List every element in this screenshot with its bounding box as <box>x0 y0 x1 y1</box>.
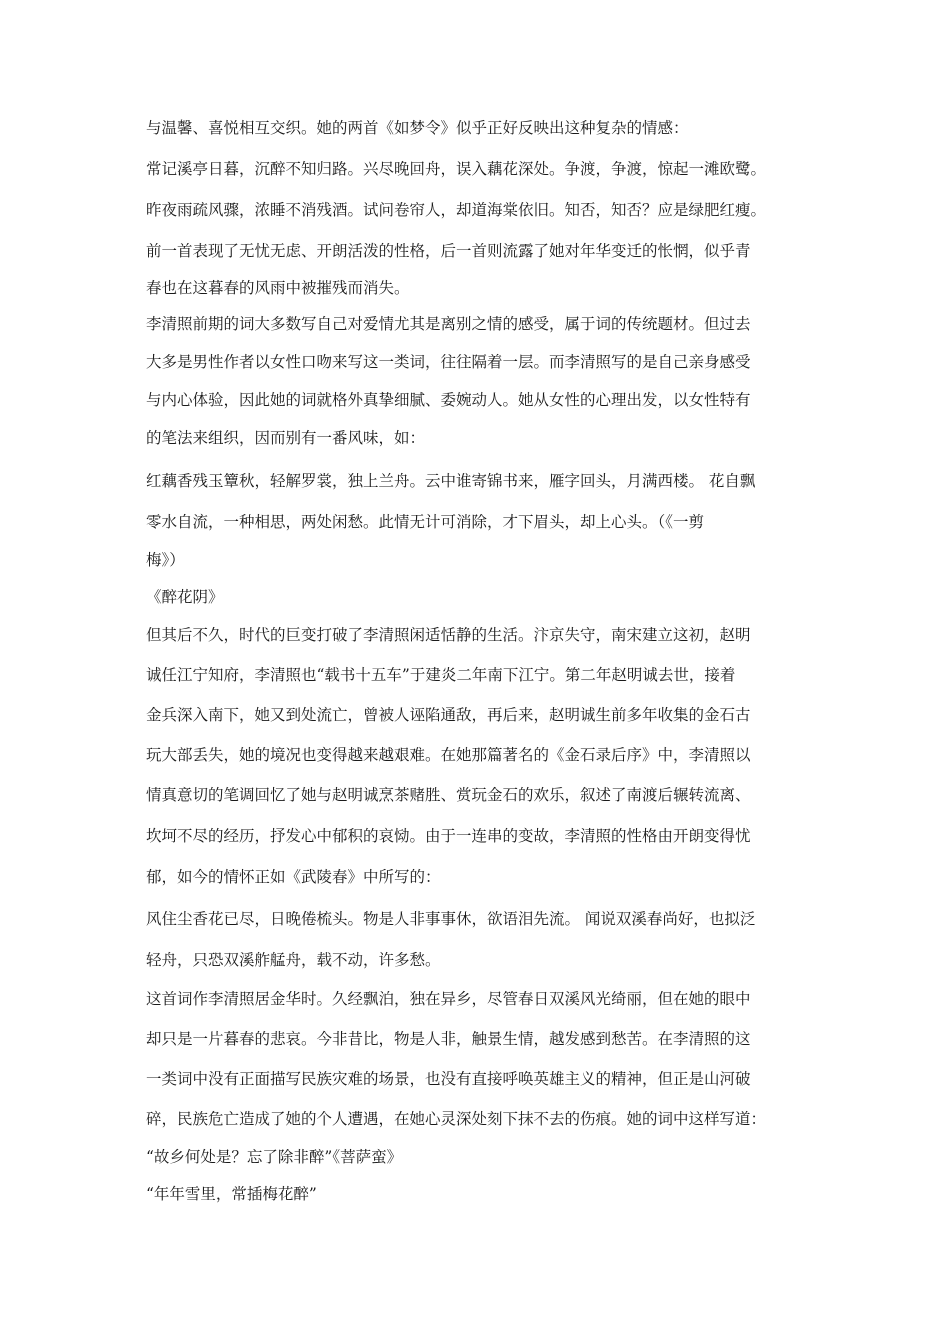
text-line: 李清照前期的词大多数写自己对爱情尤其是离别之情的感受，属于词的传统题材。但过去 <box>146 315 751 333</box>
text-line: 金兵深入南下，她又到处流亡，曾被人诬陷通敌，再后来，赵明诚生前多年收集的金石古 <box>146 706 751 724</box>
text-line: 与温馨、喜悦相互交织。她的两首《如梦令》似乎正好反映出这种复杂的情感： <box>146 119 689 137</box>
poem-line: 常记溪亭日暮，沉醉不知归路。兴尽晚回舟，误入藕花深处。争渡，争渡，惊起一滩欧鹭。 <box>146 160 767 178</box>
text-line: 郁，如今的情怀正如《武陵春》中所写的： <box>146 868 441 886</box>
poem-line: 轻舟，只恐双溪舴艋舟，载不动，许多愁。 <box>146 951 441 969</box>
poem-line: 红藕香残玉簟秋，轻解罗裳，独上兰舟。云中谁寄锦书来，雁字回头，月满西楼。 花自飘 <box>146 472 756 490</box>
text-line: 但其后不久，时代的巨变打破了李清照闲适恬静的生活。汴京失守，南宋建立这初，赵明 <box>146 626 751 644</box>
poem-line: 昨夜雨疏风骤，浓睡不消残酒。试问卷帘人，却道海棠依旧。知否，知否？应是绿肥红瘦。 <box>146 201 767 219</box>
text-line: 的笔法来组织，因而别有一番风味，如： <box>146 429 426 447</box>
text-line: 却只是一片暮春的悲哀。今非昔比，物是人非，触景生情，越发感到愁苦。在李清照的这 <box>146 1030 751 1048</box>
text-line: 玩大部丢失，她的境况也变得越来越艰难。在她那篇著名的《金石录后序》中，李清照以 <box>146 746 751 764</box>
text-line: 春也在这暮春的风雨中被摧残而消失。 <box>146 279 410 297</box>
text-line: 诚任江宁知府，李清照也“载书十五车”于建炎二年南下江宁。第二年赵明诚去世，接着 <box>146 666 736 684</box>
text-line: 碎，民族危亡造成了她的个人遭遇，在她心灵深处刻下抹不去的伤痕。她的词中这样写道： <box>146 1110 767 1128</box>
text-line: 这首词作李清照居金华时。久经飘泊，独在异乡，尽管春日双溪风光绮丽，但在她的眼中 <box>146 990 751 1008</box>
text-line: 大多是男性作者以女性口吻来写这一类词，往往隔着一层。而李清照写的是自己亲身感受 <box>146 353 751 371</box>
text-line: 情真意切的笔调回忆了她与赵明诚烹茶赌胜、赏玩金石的欢乐，叙述了南渡后辗转流离、 <box>146 786 751 804</box>
text-line: 一类词中没有正面描写民族灾难的场景，也没有直接呼唤英雄主义的精神，但正是山河破 <box>146 1070 751 1088</box>
text-line: 与内心体验，因此她的词就格外真挚细腻、委婉动人。她从女性的心理出发，以女性特有 <box>146 391 751 409</box>
quote-line: “年年雪里，常插梅花醉” <box>146 1185 317 1203</box>
poem-line: 风住尘香花已尽，日晚倦梳头。物是人非事事休，欲语泪先流。 闻说双溪春尚好，也拟泛 <box>146 910 756 928</box>
text-line: 坎坷不尽的经历，抒发心中郁积的哀恸。由于一连串的变故，李清照的性格由开朗变得忧 <box>146 827 751 845</box>
text-line: 前一首表现了无忧无虑、开朗活泼的性格，后一首则流露了她对年华变迁的怅惘，似乎青 <box>146 242 751 260</box>
poem-line: 零水自流，一种相思，两处闲愁。此情无计可消除，才下眉头，却上心头。（《一剪 <box>146 513 705 531</box>
poem-title: 《醉花阴》 <box>146 588 224 606</box>
quote-line: “故乡何处是？忘了除非醉”《菩萨蛮》 <box>146 1148 403 1166</box>
poem-line: 梅》） <box>146 551 185 569</box>
